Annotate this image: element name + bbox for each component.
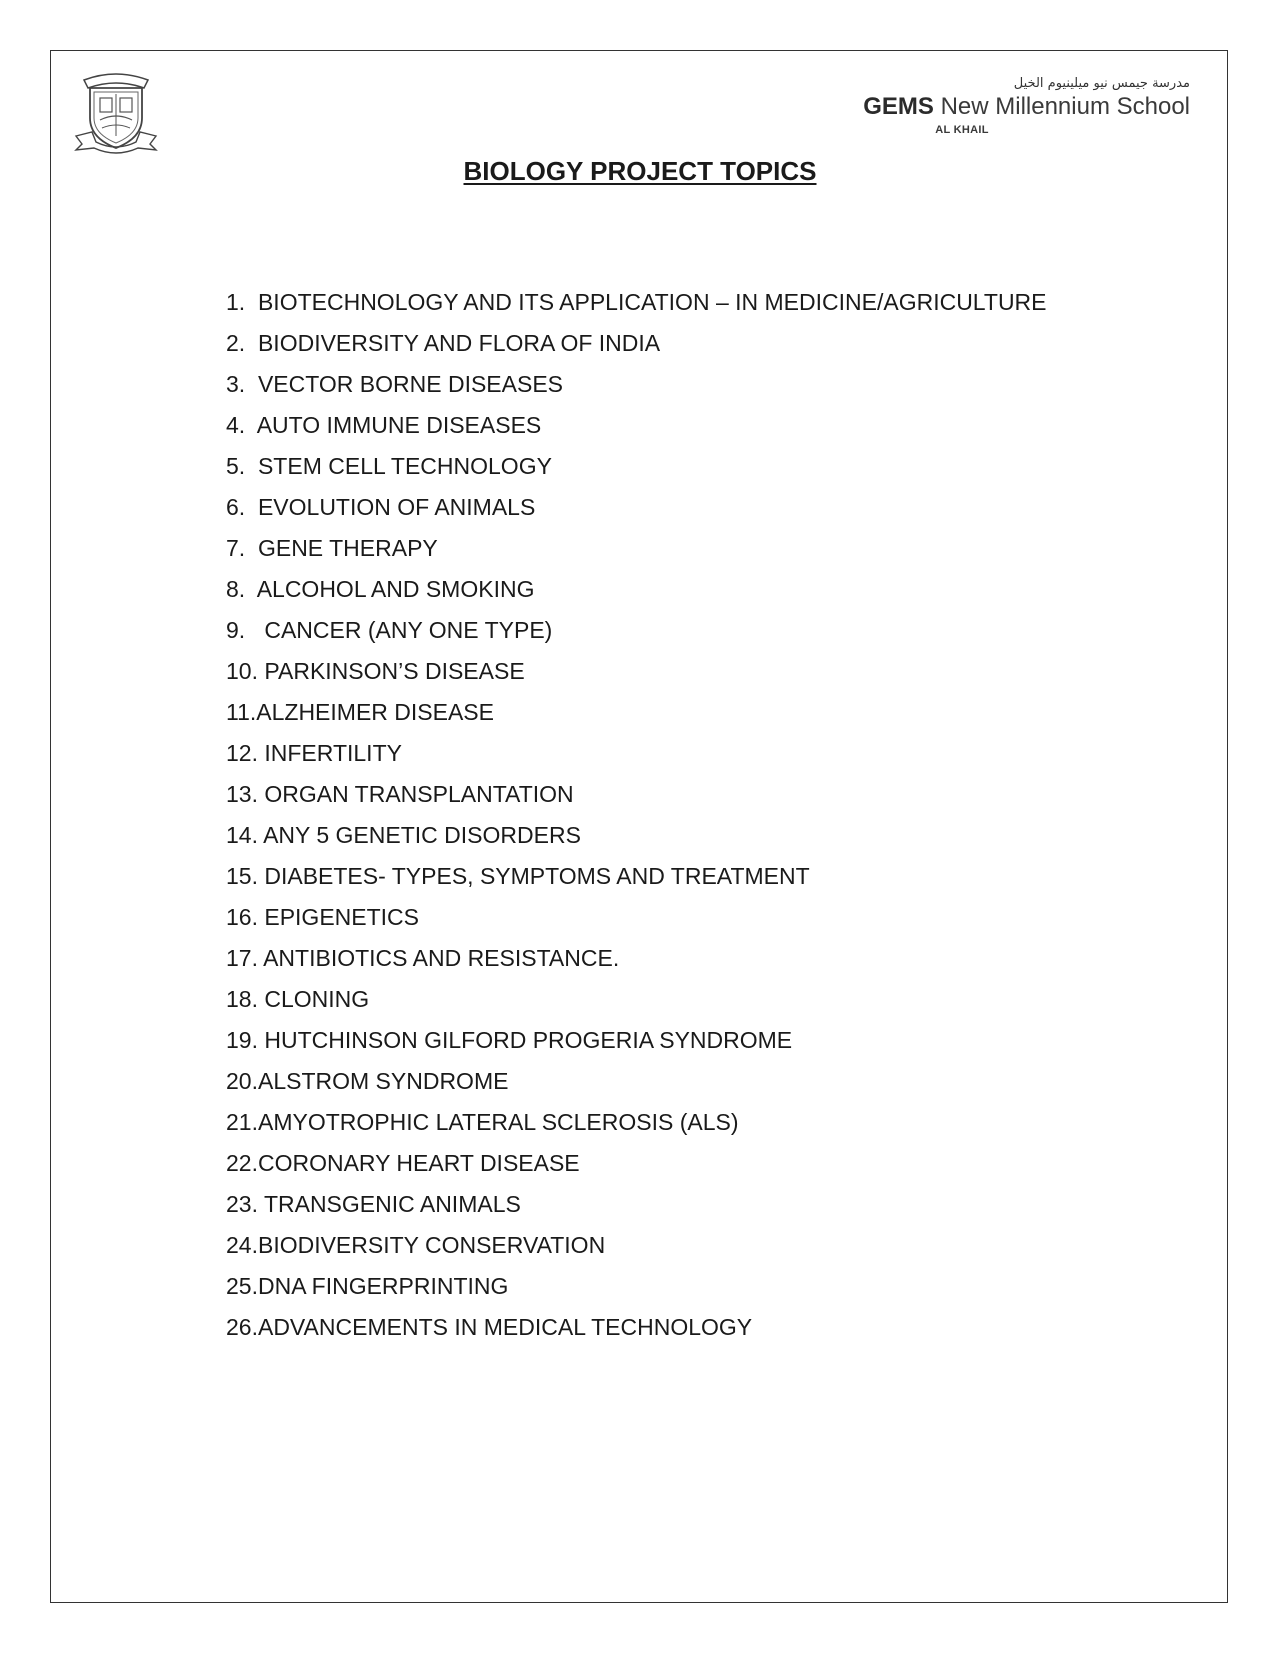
topic-item: 25.DNA FINGERPRINTING (226, 1273, 509, 1299)
topic-item: 15. DIABETES- TYPES, SYMPTOMS AND TREATMENT (226, 863, 810, 889)
school-crest-icon (70, 66, 162, 158)
topic-item: 5. STEM CELL TECHNOLOGY (226, 453, 552, 479)
topic-list (226, 282, 1047, 1348)
topic-item: 10. PARKINSON’S DISEASE (226, 658, 525, 684)
topic-item: 4. AUTO IMMUNE DISEASES (226, 412, 542, 438)
topic-item: 11.ALZHEIMER DISEASE (226, 699, 494, 725)
topic-item: 13. ORGAN TRANSPLANTATION (226, 781, 574, 807)
topic-item: 8. ALCOHOL AND SMOKING (226, 576, 535, 602)
school-name-english (863, 92, 1190, 122)
topic-item: 18. CLONING (226, 986, 370, 1012)
topic-item: 26.ADVANCEMENTS IN MEDICAL TECHNOLOGY (226, 1314, 753, 1340)
topic-item: 21.AMYOTROPHIC LATERAL SCLEROSIS (ALS) (226, 1109, 739, 1135)
school-name-arabic: مدرسة جيمس نيو ميلينيوم الخيل (1013, 76, 1190, 91)
topic-item: 23. TRANSGENIC ANIMALS (226, 1191, 521, 1217)
topic-item: 22.CORONARY HEART DISEASE (226, 1150, 580, 1176)
topic-item: 16. EPIGENETICS (226, 904, 420, 930)
topic-item: 2. BIODIVERSITY AND FLORA OF INDIA (226, 330, 661, 356)
topic-item: 17. ANTIBIOTICS AND RESISTANCE. (226, 945, 620, 971)
topic-item: 19. HUTCHINSON GILFORD PROGERIA SYNDROME (226, 1027, 793, 1053)
topic-item: 6. EVOLUTION OF ANIMALS (226, 494, 536, 520)
school-brand: GEMS (863, 93, 934, 120)
topic-item: 12. INFERTILITY (226, 740, 402, 766)
topic-item: 1. BIOTECHNOLOGY AND ITS APPLICATION – IN MEDICINE/AGRICULTURE (226, 289, 1047, 315)
topic-item: 3. VECTOR BORNE DISEASES (226, 371, 564, 397)
school-campus: AL KHAIL (935, 124, 989, 136)
topic-item: 7. GENE THERAPY (226, 535, 438, 561)
school-logo (863, 76, 1190, 136)
school-name: New Millennium School (940, 93, 1190, 120)
topic-item: 24.BIODIVERSITY CONSERVATION (226, 1232, 606, 1258)
topic-item: 9. CANCER (ANY ONE TYPE) (226, 617, 553, 643)
topic-item: 14. ANY 5 GENETIC DISORDERS (226, 822, 581, 848)
topic-item: 20.ALSTROM SYNDROME (226, 1068, 509, 1094)
document-title: BIOLOGY PROJECT TOPICS (463, 156, 817, 186)
